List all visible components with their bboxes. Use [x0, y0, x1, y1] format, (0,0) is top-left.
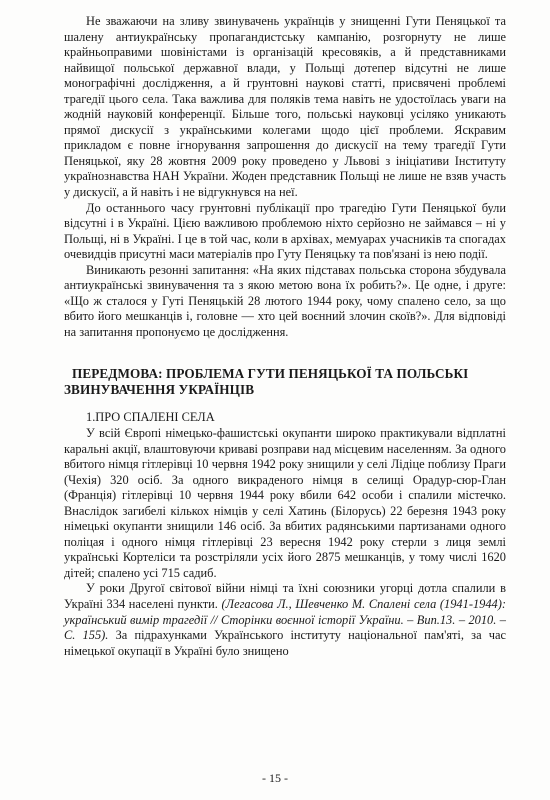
page-number: - 15 -	[262, 771, 288, 785]
section-gap	[64, 340, 506, 354]
intro-paragraph-3: Виникають резонні запитання: «На яких підставах польська сторона збудувала антиукраїнські звинувачення та з якою метою вона їх робить?». Це одне, і друге: «Що ж сталося у Гуті Пеняцькій 28 лютого 1944 року, чому спалено село, за що вбито його мешканців і, головне — хто цей воєнний злочин скоїв?». Для відповіді на запитання пропонуємо це дослідження.	[64, 262, 506, 339]
paragraph-text-after: За підрахунками Українського інституту національної пам'яті, за час німецької окупації в Україні було знищено	[64, 628, 506, 658]
burned-villages-paragraph	[64, 581, 506, 659]
citation: (Легасова Л., Шевченко М. Спалені села (1941-1944): український вимір трагедії // Сторінки воєнної історії України. – Вип.13. – 2010. – С. 155).	[64, 597, 506, 643]
paragraph-text-before: У роки Другої світової війни німці та їхні союзники угорці дотла спалили в Україні 334 населені пункти.	[64, 581, 506, 611]
europe-paragraph: У всій Європі німецько-фашистські окупанти широко практикували відплатні каральні акції, влаштовуючи криваві розправи над місцевим населенням. За одного вбитого німця гітлерівці 10 червня 1942 року знищили у селі Лідіце поблизу Праги (Чехія) 320 осіб. За одного викраденого німця в селищі Орадур-сюр-Глан (Франція) гітлерівці 10 червня 1944 року вбили 642 особи і спалили містечко. Внаслідок загибелі кількох німців у селі Хатинь (Білорусь) 22 березня 1943 року німецькі окупанти знищили 146 осіб. За вбитих радянськими партизанами одного поліцая і одного німця гітлерівці 23 вересня 1942 року стерли з лиця землі українські Кортеліси та розстріляли усіх його 2875 мешканців, у тому числі 1620 дітей; спалено усі 715 садиб.	[64, 425, 506, 580]
section-heading: ПЕРЕДМОВА: ПРОБЛЕМА ГУТИ ПЕНЯЦЬКОЇ ТА ПОЛЬСЬКІ ЗВИНУВАЧЕННЯ УКРАЇНЦІВ	[64, 366, 469, 398]
subsection-title: 1.ПРО СПАЛЕНІ СЕЛА	[86, 410, 215, 425]
intro-paragraph-1: Не зважаючи на зливу звинувачень українців у знищенні Гути Пеняцької та шалену антиукраїнську пропагандистську кампанію, розгорнуту не лише крайньоправими шовіністами із організацій кресовяків, а й представниками найвищої польської державної влади, у Польщі дотепер відсутні не лише монографічні дослідження, а й грунтовні наукові статті, присвячені проблемі трагедії цього села. Така важлива для поляків тема навіть не удостоїлась уваги на жодній науковій конференції. Більше того, польські науковці усіляко уникають прямої дискусії з українськими колегами щодо цієї проблеми. Яскравим прикладом є повне ігнорування запрошення до дискусії на тему трагедії Гути Пеняцької, яку 28 жовтня 2009 року проведено у Львові з ініціативи Інституту українознавства НАН України. Жоден представник Польщі не лише не взяв участь у дискусії, а й навіть і не відгукнувся на неї.	[64, 14, 506, 200]
intro-paragraph-2: До останнього часу грунтовні публікації про трагедію Гути Пеняцької були відсутні і в Україні. Цією важливою проблемою ніхто серйозно не займався – ні у Польщі, ні в Україні. І це в той час, коли в архівах, мемуарах учасників та спогадах очевидців присутні маси матеріалів про Гуту Пеняцьку та пов'язані із нею події.	[64, 200, 506, 262]
